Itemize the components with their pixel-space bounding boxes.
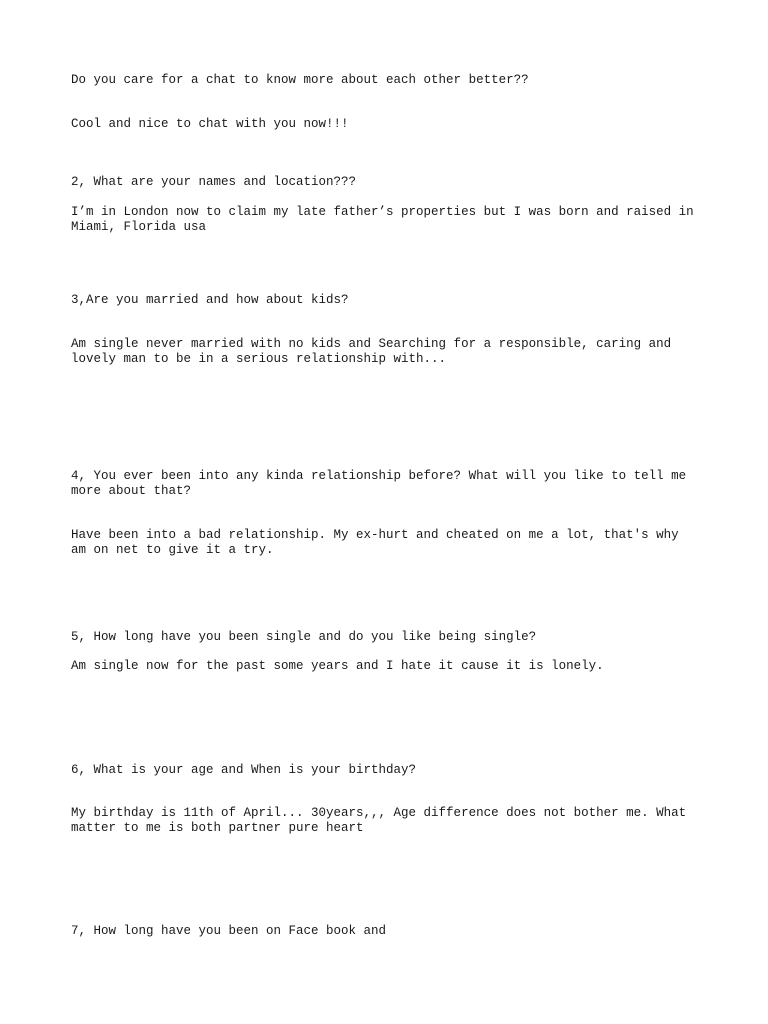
answer-5: Am single now for the past some years and I hate it cause it is lonely. xyxy=(71,659,604,673)
answer-4: Have been into a bad relationship. My ex-hurt and cheated on me a lot, that's why am on net to give it a try. xyxy=(71,528,679,557)
question-2: 2, What are your names and location??? xyxy=(71,175,357,189)
question-6: 6, What is your age and When is your birthday? xyxy=(71,763,417,777)
intro-answer: Cool and nice to chat with you now!!! xyxy=(71,117,349,131)
answer-3: Am single never married with no kids and Searching for a responsible, caring and lovely man to be in a serious relationship with... xyxy=(71,337,672,366)
question-4: 4, You ever been into any kinda relationship before? What will you like to tell me more about that? xyxy=(71,469,687,498)
answer-6: My birthday is 11th of April... 30years,,, Age difference does not bother me. What matter to me is both partner pure heart xyxy=(71,806,687,835)
question-5: 5, How long have you been single and do you like being single? xyxy=(71,630,537,644)
question-3: 3,Are you married and how about kids? xyxy=(71,293,349,307)
question-7: 7, How long have you been on Face book and xyxy=(71,924,387,938)
intro-question: Do you care for a chat to know more about each other better?? xyxy=(71,73,529,87)
answer-2: I’m in London now to claim my late father’s properties but I was born and raised in Miami, Florida usa xyxy=(71,205,694,234)
